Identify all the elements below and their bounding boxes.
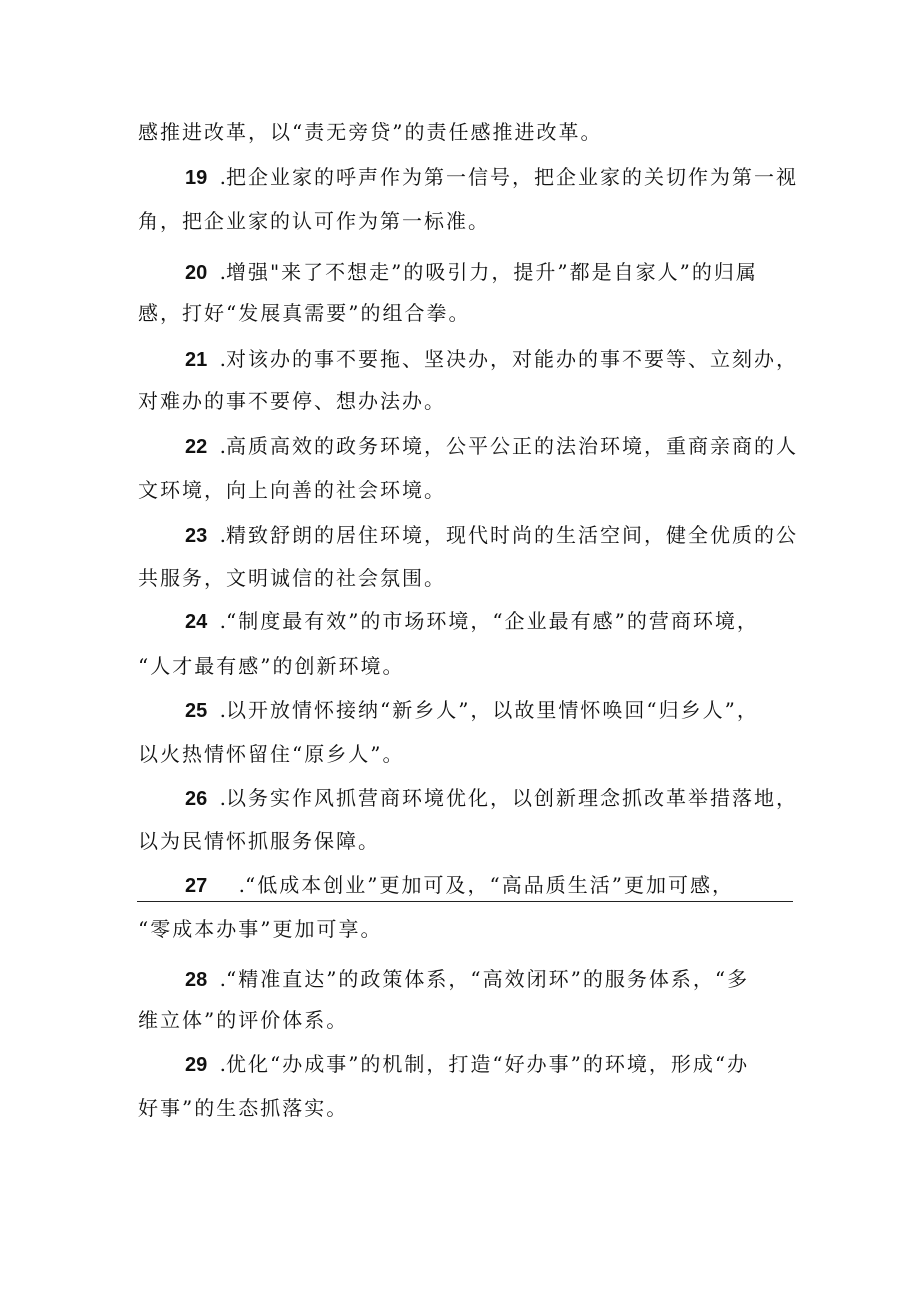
list-item-24	[185, 607, 759, 636]
item-separator: .	[213, 786, 226, 810]
item-text-line2: 好事”的生态抓落实。	[138, 1096, 349, 1120]
list-item-28-cont	[138, 1006, 348, 1034]
list-item-25	[185, 696, 759, 725]
list-item-21	[185, 345, 798, 374]
paragraph-text: 感推进改革，以“责无旁贷”的责任感推进改革。	[138, 120, 603, 144]
item-number: 27	[185, 875, 208, 897]
item-text-line1: 对该办的事不要拖、坚决办，对能办的事不要等、立刻办，	[225, 347, 798, 371]
item-number: 19	[185, 167, 208, 189]
item-text-line2: 对难办的事不要停、想办法办。	[138, 389, 446, 413]
item-text-line2: 感，打好“发展真需要”的组合拳。	[138, 301, 471, 325]
list-item-21-cont	[138, 387, 446, 415]
list-item-27	[185, 871, 734, 900]
list-item-23	[185, 521, 798, 550]
item-text-line1: “精准直达”的政策体系，“高效闭环”的服务体系，“多	[225, 967, 750, 991]
item-text-line2: “零成本办事”更加可享。	[138, 917, 383, 941]
list-item-20	[185, 258, 758, 287]
item-separator: .	[213, 165, 226, 189]
item-number: 29	[185, 1054, 208, 1076]
item-separator: .	[213, 967, 226, 991]
item-text-line1: “低成本创业”更加可及，“高品质生活”更加可感，	[245, 873, 734, 897]
item-number: 24	[185, 611, 208, 633]
item-text-line1: 增强"来了不想走”的吸引力，提升”都是自家人”的归属	[225, 260, 758, 284]
item-separator: .	[213, 523, 226, 547]
item-text-line2: 共服务，文明诚信的社会氛围。	[138, 566, 446, 590]
horizontal-rule	[137, 901, 793, 902]
list-item-25-cont	[138, 740, 404, 768]
item-number: 20	[185, 262, 208, 284]
item-text-line2: 以为民情怀抓服务保障。	[138, 829, 380, 853]
item-separator: .	[213, 347, 226, 371]
item-separator: .	[213, 698, 226, 722]
item-text-line1: 精致舒朗的居住环境，现代时尚的生活空间，健全优质的公	[225, 523, 798, 547]
list-item-19-cont	[138, 207, 490, 235]
list-item-27-cont	[138, 915, 382, 943]
item-number: 21	[185, 349, 208, 371]
list-item-23-cont	[138, 564, 446, 592]
item-separator: .	[213, 260, 226, 284]
item-text-line2: 以火热情怀留住“原乡人”。	[138, 742, 405, 766]
item-text-line2: 角，把企业家的认可作为第一标准。	[138, 209, 490, 233]
item-number: 28	[185, 969, 208, 991]
item-text-line1: 把企业家的呼声作为第一信号，把企业家的关切作为第一视	[225, 165, 798, 189]
item-number: 22	[185, 436, 208, 458]
item-text-line2: 维立体”的评价体系。	[138, 1008, 349, 1032]
item-text-line2: 文环境，向上向善的社会环境。	[138, 478, 446, 502]
item-separator: .	[213, 873, 246, 897]
list-item-28	[185, 965, 749, 994]
list-item-24-cont	[138, 652, 404, 680]
item-text-line1: 以开放情怀接纳“新乡人”，以故里情怀唤回“归乡人”，	[225, 698, 759, 722]
item-separator: .	[213, 434, 226, 458]
item-text-line1: 优化“办成事”的机制，打造“好办事”的环境，形成“办	[225, 1052, 750, 1076]
list-item-22-cont	[138, 476, 446, 504]
item-text-line2: “人才最有感”的创新环境。	[138, 654, 405, 678]
item-separator: .	[213, 609, 226, 633]
list-item-19	[185, 163, 798, 192]
item-number: 25	[185, 700, 208, 722]
list-item-22	[185, 432, 798, 461]
list-item-26-cont	[138, 827, 380, 855]
item-text-line1: 高质高效的政务环境，公平公正的法治环境，重商亲商的人	[225, 434, 798, 458]
list-item-29	[185, 1050, 749, 1079]
item-text-line1: “制度最有效”的市场环境，“企业最有感”的营商环境，	[225, 609, 759, 633]
list-item-26	[185, 784, 798, 813]
list-item-20-cont	[138, 299, 470, 327]
item-separator: .	[213, 1052, 226, 1076]
list-item-29-cont	[138, 1094, 348, 1122]
paragraph-continuation	[138, 118, 602, 146]
item-number: 23	[185, 525, 208, 547]
item-text-line1: 以务实作风抓营商环境优化，以创新理念抓改革举措落地，	[225, 786, 798, 810]
item-number: 26	[185, 788, 208, 810]
